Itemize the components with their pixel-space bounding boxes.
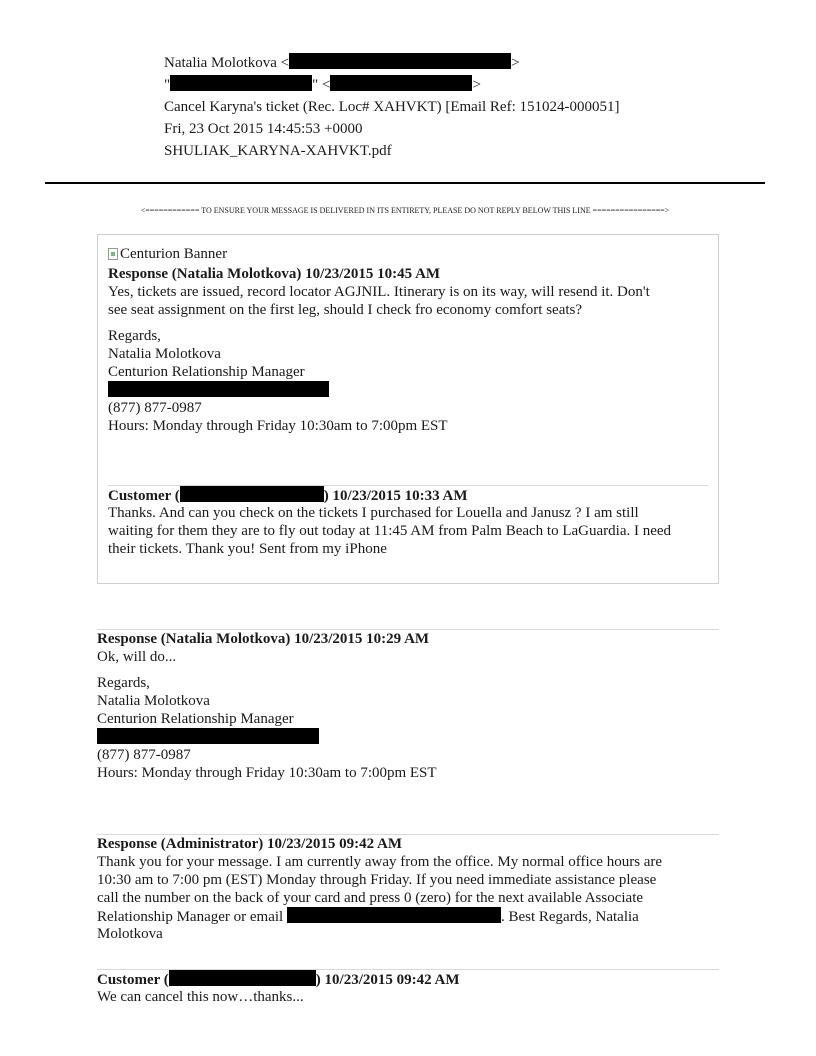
redacted-email: [108, 381, 329, 397]
response-block: [97, 630, 719, 782]
redacted-email: [97, 728, 319, 744]
customer-block: [97, 970, 719, 1006]
redacted-name: [170, 75, 312, 91]
response-header: Response (Natalia Molotkova) 10/23/2015 10:29 AM: [97, 631, 430, 647]
customer-text: We can cancel this now…thanks...: [97, 989, 304, 1005]
redacted-email: [330, 75, 472, 91]
admin-text-part: Relationship Manager or email: [97, 909, 284, 925]
reply-notice: <============ TO ENSURE YOUR MESSAGE IS DELIVERED IN ITS ENTIRETY, PLEASE DO NOT REPLY BELOW THIS LINE ================>: [140, 206, 670, 215]
subject-value: Cancel Karyna's ticket (Rec. Loc# XAHVKT) [Email Ref: 151024-000051]: [164, 99, 620, 115]
signature-redacted: [108, 381, 708, 399]
redacted-name: [169, 970, 316, 986]
response-text: Thank you for your message. I am currently away from the office. My normal office hours are: [97, 854, 663, 870]
header-divider: [45, 182, 765, 184]
customer-timestamp: ) 10/23/2015 09:42 AM: [315, 972, 460, 988]
latest-message-box: [97, 234, 719, 584]
customer-timestamp: ) 10/23/2015 10:33 AM: [323, 488, 468, 504]
from-value: [164, 53, 520, 73]
to-value: [164, 75, 481, 95]
customer-block: [108, 486, 708, 558]
response-text: Ok, will do...: [97, 649, 177, 665]
signature-title: Centurion Relationship Manager: [97, 711, 294, 727]
signature-phone: (877) 877-0987: [108, 400, 202, 416]
date-value: Fri, 23 Oct 2015 14:45:53 +0000: [164, 121, 363, 137]
signature-phone: (877) 877-0987: [97, 747, 191, 763]
response-text: Molotkova: [97, 926, 163, 942]
customer-header: [97, 970, 719, 988]
signature-name: Natalia Molotkova: [97, 693, 210, 709]
to-end: >: [472, 77, 481, 93]
signature-name: Natalia Molotkova: [108, 346, 221, 362]
admin-response-block: [97, 835, 719, 943]
admin-text-part: . Best Regards, Natalia: [500, 909, 639, 925]
redacted-name: [180, 486, 324, 502]
to-open: ": [164, 77, 171, 93]
customer-text: their tickets. Thank you! Sent from my iPhone: [108, 541, 387, 557]
to-mid: " <: [312, 77, 331, 93]
signature-title: Centurion Relationship Manager: [108, 364, 305, 380]
signature-redacted: [97, 728, 719, 746]
signature-regards: Regards,: [97, 675, 150, 691]
response-text: [97, 907, 719, 925]
signature-hours: Hours: Monday through Friday 10:30am to 7:00pm EST: [108, 418, 448, 434]
customer-prefix: Customer (: [97, 972, 169, 988]
response-header: Response (Administrator) 10/23/2015 09:42 AM: [97, 836, 402, 852]
customer-header: [108, 486, 708, 504]
response-block: [108, 245, 708, 435]
attachment-link[interactable]: SHULIAK_KARYNA-XAHVKT.pdf: [164, 143, 392, 159]
response-text: Yes, tickets are issued, record locator AGJNIL. Itinerary is on its way, will resend it. Don't: [108, 284, 650, 300]
customer-text: waiting for them they are to fly out today at 11:45 AM from Palm Beach to LaGuardia. I need: [108, 523, 672, 539]
broken-image-icon: [108, 248, 118, 260]
response-header: Response (Natalia Molotkova) 10/23/2015 10:45 AM: [108, 266, 441, 282]
signature-hours: Hours: Monday through Friday 10:30am to 7:00pm EST: [97, 765, 437, 781]
redacted-email: [287, 907, 501, 923]
customer-text: Thanks. And can you check on the tickets I purchased for Louella and Janusz ? I am still: [108, 505, 639, 521]
centurion-banner: [108, 245, 227, 263]
redacted-email: [289, 53, 511, 69]
from-end: >: [511, 55, 520, 71]
response-text: 10:30 am to 7:00 pm (EST) Monday through Friday. If you need immediate assistance please: [97, 872, 657, 888]
response-text: call the number on the back of your card and press 0 (zero) for the next available Associate: [97, 890, 644, 906]
from-name: Natalia Molotkova <: [164, 55, 290, 71]
response-text: see seat assignment on the first leg, should I check fro economy comfort seats?: [108, 302, 583, 318]
signature-regards: Regards,: [108, 328, 161, 344]
banner-alt-text: Centurion Banner: [120, 246, 228, 262]
customer-prefix: Customer (: [108, 488, 180, 504]
